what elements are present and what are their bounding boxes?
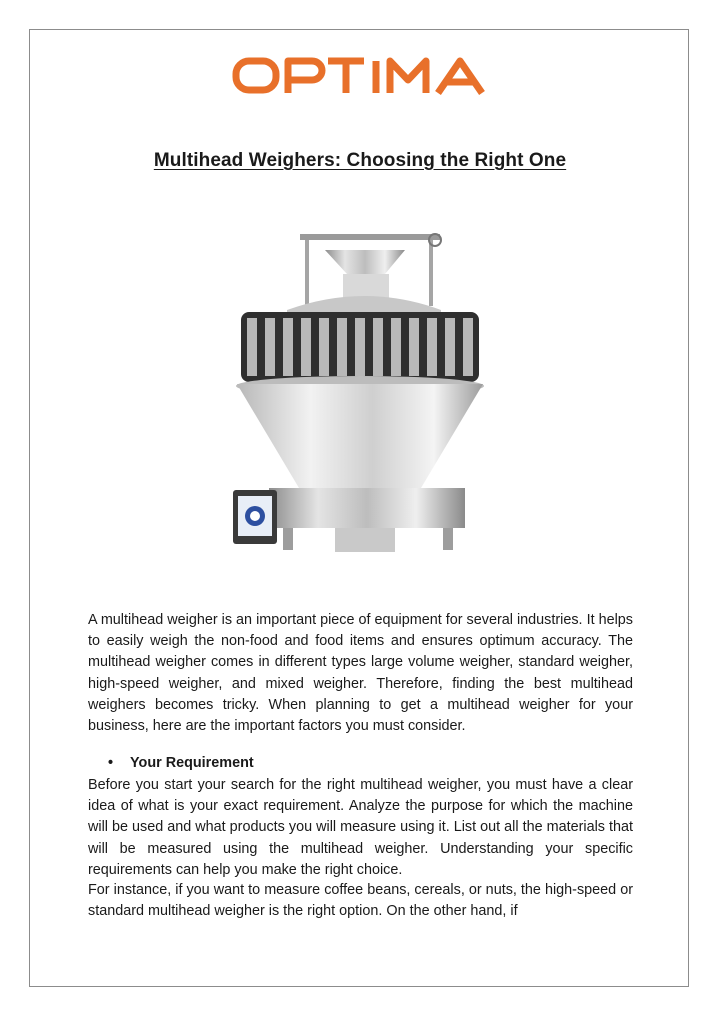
bullet-marker: • (108, 755, 114, 771)
paragraph-intro: A multihead weigher is an important piece of equipment for several industries. It helps to easily weigh the non-food and food items and ensures optimum accuracy. The multihead weigher comes in different types large volume weigher, standard weigher, high-speed weigher, and mixed weigher. Therefore, finding the best multihead weighers becomes tricky. When planning to get a multihead weigher for your business, here are the important factors you must consider. (88, 612, 633, 735)
page-title: Multihead Weighers: Choosing the Right One (153, 150, 567, 171)
section-heading (108, 755, 254, 771)
paragraph-requirement: Before you start your search for the right multihead weigher, you must have a clear idea of what is your exact requirement. Analyze the purpose for which the machine will be used and what products you will measure using it. List out all the materials that will be measured using the multihead weigher. Understanding your specific requirements can help you make the right choice. (88, 777, 633, 878)
paragraph-example: For instance, if you want to measure coffee beans, cereals, or nuts, the high-speed or standard multihead weigher is the right option. On the other hand, if (88, 882, 633, 920)
multihead-weigher-image (225, 212, 495, 574)
optima-logo (232, 56, 488, 96)
section-heading-text: Your Requirement (130, 755, 254, 771)
